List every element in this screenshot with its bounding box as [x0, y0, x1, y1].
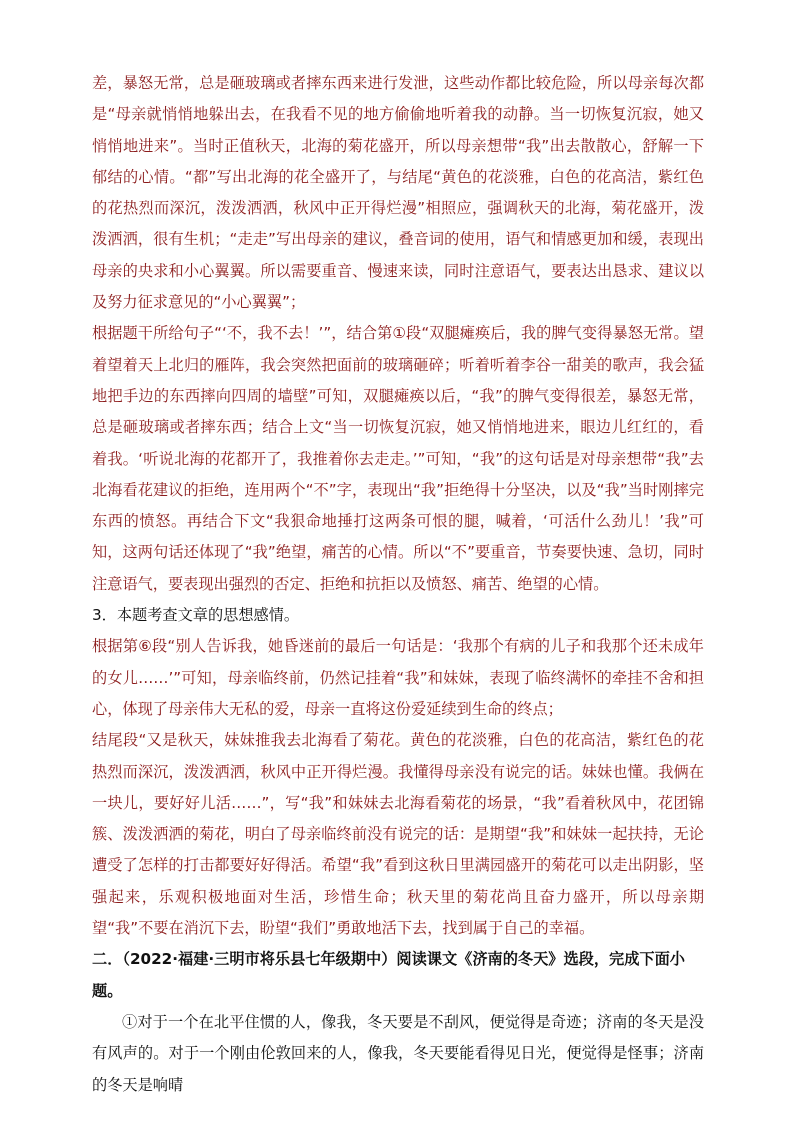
- passage-paragraph: ①对于一个在北平住惯的人，像我，冬天要是不刮风，便觉得是奇迹；济南的冬天是没有风声的。对于一个刚由伦敦回来的人，像我，冬天要能看得见日光，便觉得是怪事；济南的冬天是响晴: [92, 1012, 704, 1094]
- document-page: [92, 68, 704, 1101]
- answer-paragraph: 差，暴怒无常，总是砸玻璃或者摔东西来进行发泄，这些动作都比较危险，所以母亲每次都是“母亲就悄悄地躲出去，在我看不见的地方偷偷地听着我的动静。当一切恢复沉寂，她又悄悄地进来”。当时正值秋天，北海的菊花盛开，所以母亲想带“我”出去散散心，舒解一下郁结的心情。“都”写出北海的花全盛开了，与结尾“黄色的花淡雅，白色的花高洁，紫红色的花热烈而深沉，泼泼洒洒，秋风中正开得烂漫”相照应，强调秋天的北海，菊花盛开，泼泼洒洒，很有生机；“走走”写出母亲的建议，叠音词的使用，语气和情感更加和缓，表现出母亲的央求和小心翼翼。所以需要重音、慢速来读，同时注意语气，要表达出恳求、建议以及努力征求意见的“小心翼翼”；: [92, 74, 704, 312]
- answer-paragraph: 根据题干所给句子“‘不，我不去！’”，结合第①段“双腿瘫痪后，我的脾气变得暴怒无常。望着望着天上北归的雁阵，我会突然把面前的玻璃砸碎；听着听着李谷一甜美的歌声，我会猛地把手边的东西摔向四周的墙壁”可知，双腿瘫痪以后，“我”的脾气变得很差，暴怒无常，总是砸玻璃或者摔东西；结合上文“当一切恢复沉寂，她又悄悄地进来，眼边儿红红的，看着我。‘听说北海的花都开了，我推着你去走走。’”可知，“我”的这句话是对母亲想带“我”去北海看花建议的拒绝，连用两个“不”字，表现出“我”拒绝得十分坚决，以及“我”当时刚摔完东西的愤怒。再结合下文“我狠命地捶打这两条可恨的腿，喊着，‘可活什么劲儿！’我”可知，这两句话还体现了“我”绝望，痛苦的心情。所以“不”要重音，节奏要快速、急切，同时注意语气，要表现出强烈的否定、拒绝和抗拒以及愤怒、痛苦、绝望的心情。: [92, 324, 704, 593]
- answer-question-3: 3．本题考查文章的思想感情。: [92, 606, 300, 625]
- answer-paragraph: 结尾段“又是秋天，妹妹推我去北海看了菊花。黄色的花淡雅，白色的花高洁，紫红色的花热烈而深沉，泼泼洒洒，秋风中正开得烂漫。我懂得母亲没有说完的话。妹妹也懂。我俩在一块儿，要好好儿活……”，写“我”和妹妹去北海看菊花的场景，“我”看着秋风中，花团锦簇、泼泼洒洒的菊花，明白了母亲临终前没有说完的话：是期望“我”和妹妹一起扶持，无论遭受了怎样的打击都要好好得活。希望“我”看到这秋日里满园盛开的菊花可以走出阴影，坚强起来，乐观积极地面对生活，珍惜生命；秋天里的菊花尚且奋力盛开，所以母亲期望“我”不要在消沉下去，盼望“我们”勇敢地活下去，找到属于自己的幸福。: [92, 731, 704, 938]
- question-heading: 二．（2022·福建·三明市将乐县七年级期中）阅读课文《济南的冬天》选段，完成下面小题。: [92, 950, 685, 1000]
- answer-paragraph: 根据第⑥段“别人告诉我，她昏迷前的最后一句话是：‘我那个有病的儿子和我那个还未成年的女儿……’”可知，母亲临终前，仍然记挂着“我”和妹妹，表现了临终满怀的牵挂不舍和担心，体现了母亲伟大无私的爱，母亲一直将这份爱延续到生命的终点；: [92, 637, 704, 718]
